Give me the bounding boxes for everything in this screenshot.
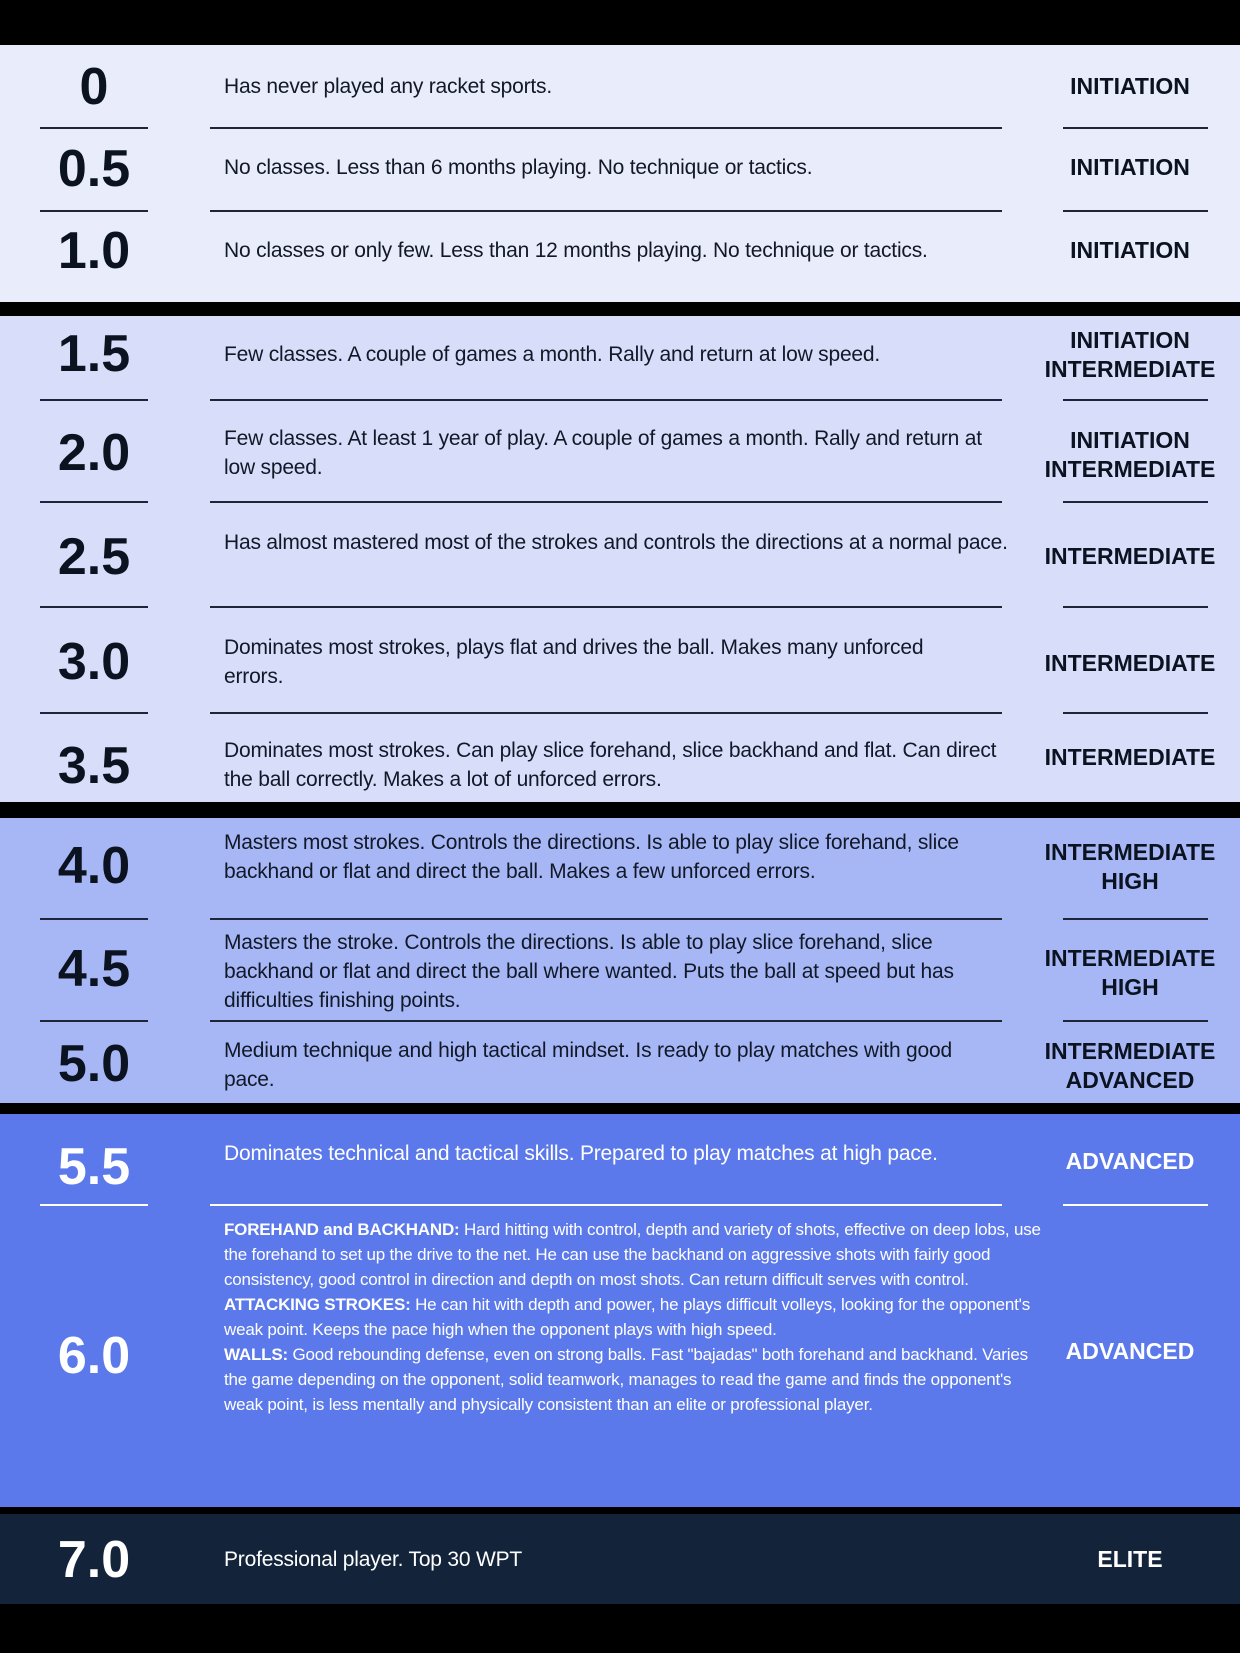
rating-description: Masters the stroke. Controls the directions. Is able to play slice forehand, slice backhand or flat and direct the ball where wanted. Puts the ball at speed but has difficulties finishing points. — [224, 931, 954, 1012]
rating-number: 0 — [79, 58, 109, 116]
rating-number: 1.5 — [57, 325, 131, 383]
divider — [40, 127, 148, 129]
rating-category: ELITE — [1097, 1546, 1163, 1572]
rating-description: Medium technique and high tactical mindset. Is ready to play matches with good pace. — [224, 1039, 952, 1091]
divider — [210, 501, 1002, 503]
divider — [1063, 712, 1208, 714]
divider — [40, 1204, 148, 1206]
rating-description: Masters most strokes. Controls the directions. Is able to play slice forehand, slice backhand or flat and direct the ball. Makes a few unforced errors. — [224, 831, 959, 883]
rating-number: 3.0 — [57, 633, 131, 691]
rating-category: ADVANCED — [1065, 1148, 1195, 1174]
rating-number: 5.5 — [57, 1138, 131, 1196]
divider — [1063, 1020, 1208, 1022]
divider — [40, 606, 148, 608]
divider — [210, 918, 1002, 920]
rating-number: 7.0 — [57, 1531, 131, 1589]
rating-number: 6.0 — [57, 1327, 131, 1385]
rating-category: INITIATION INTERMEDIATE — [1044, 327, 1216, 382]
divider — [40, 918, 148, 920]
rating-category: INITIATION — [1070, 73, 1190, 99]
rating-description: No classes. Less than 6 months playing. No technique or tactics. — [224, 156, 813, 179]
rating-number: 1.0 — [57, 222, 131, 280]
rating-category: ADVANCED — [1065, 1338, 1195, 1364]
rating-description: Professional player. Top 30 WPT — [224, 1548, 523, 1571]
divider — [40, 1020, 148, 1022]
divider — [40, 399, 148, 401]
divider — [40, 712, 148, 714]
rating-description: Few classes. At least 1 year of play. A couple of games a month. Rally and return at low speed. — [224, 427, 982, 479]
divider — [1063, 1204, 1208, 1206]
section-forehand-backhand: FOREHAND and BACKHAND: Hard hitting with control, depth and variety of shots, effective on deep lobs, use the forehand to set up the drive to the net. He can use the backhand on aggressive shots with fairly good consistency, good control in direction and depth on most shots. Can return difficult serves with control. — [224, 1220, 1041, 1289]
rating-category: INTERMEDIATE HIGH — [1044, 839, 1216, 894]
rating-description: Dominates technical and tactical skills. Prepared to play matches at high pace. — [224, 1142, 938, 1165]
rating-category: INITIATION — [1070, 237, 1190, 263]
rating-description: Has almost mastered most of the strokes and controls the directions at a normal pace. — [224, 531, 1008, 554]
rating-description — [224, 1217, 1044, 1417]
divider — [1063, 606, 1208, 608]
rating-number: 4.0 — [57, 837, 131, 895]
divider — [40, 210, 148, 212]
rating-category: INTERMEDIATE HIGH — [1044, 945, 1216, 1000]
section-attacking-strokes: ATTACKING STROKES: He can hit with depth and power, he plays difficult volleys, looking for the opponent's weak point. Keeps the pace high when the opponent plays with high speed. — [224, 1295, 1030, 1339]
rating-description: No classes or only few. Less than 12 months playing. No technique or tactics. — [224, 239, 928, 262]
rating-category: INITIATION INTERMEDIATE — [1044, 427, 1216, 482]
section-walls: WALLS: Good rebounding defense, even on strong balls. Fast "bajadas" both forehand and backhand. Varies the game depending on the opponent, solid teamwork, manages to read the game and finds the opponent's weak point, is less mentally and physically consistent than an elite or professional player. — [224, 1345, 1028, 1414]
divider — [1063, 399, 1208, 401]
rating-number: 4.5 — [57, 940, 131, 998]
divider — [1063, 127, 1208, 129]
divider — [210, 606, 1002, 608]
divider — [1063, 210, 1208, 212]
rating-number: 2.0 — [57, 424, 131, 482]
divider — [210, 1204, 1002, 1206]
rating-number: 5.0 — [57, 1035, 131, 1093]
divider — [210, 399, 1002, 401]
rating-description: Has never played any racket sports. — [224, 75, 552, 98]
divider — [210, 210, 1002, 212]
divider — [210, 127, 1002, 129]
level-group-advanced — [0, 1114, 1240, 1507]
rating-category: INTERMEDIATE ADVANCED — [1044, 1038, 1216, 1093]
rating-number: 0.5 — [57, 140, 131, 198]
rating-category: INTERMEDIATE — [1044, 543, 1216, 569]
rating-number: 2.5 — [57, 528, 131, 586]
divider — [1063, 918, 1208, 920]
divider — [210, 712, 1002, 714]
rating-description: Few classes. A couple of games a month. Rally and return at low speed. — [224, 343, 881, 366]
rating-category: INITIATION — [1070, 154, 1190, 180]
level-group-intermediate-high — [0, 818, 1240, 1103]
rating-description: Dominates most strokes, plays flat and drives the ball. Makes many unforced errors. — [224, 636, 924, 688]
rating-category: INTERMEDIATE — [1044, 744, 1216, 770]
rating-description: Dominates most strokes. Can play slice forehand, slice backhand and flat. Can direct the ball correctly. Makes a lot of unforced errors. — [224, 739, 997, 791]
rating-category: INTERMEDIATE — [1044, 650, 1216, 676]
divider — [1063, 501, 1208, 503]
divider — [210, 1020, 1002, 1022]
level-group-intermediate — [0, 316, 1240, 802]
rating-number: 3.5 — [57, 737, 131, 795]
level-group-initiation — [0, 45, 1240, 302]
level-group-elite — [0, 1514, 1240, 1604]
divider — [40, 501, 148, 503]
